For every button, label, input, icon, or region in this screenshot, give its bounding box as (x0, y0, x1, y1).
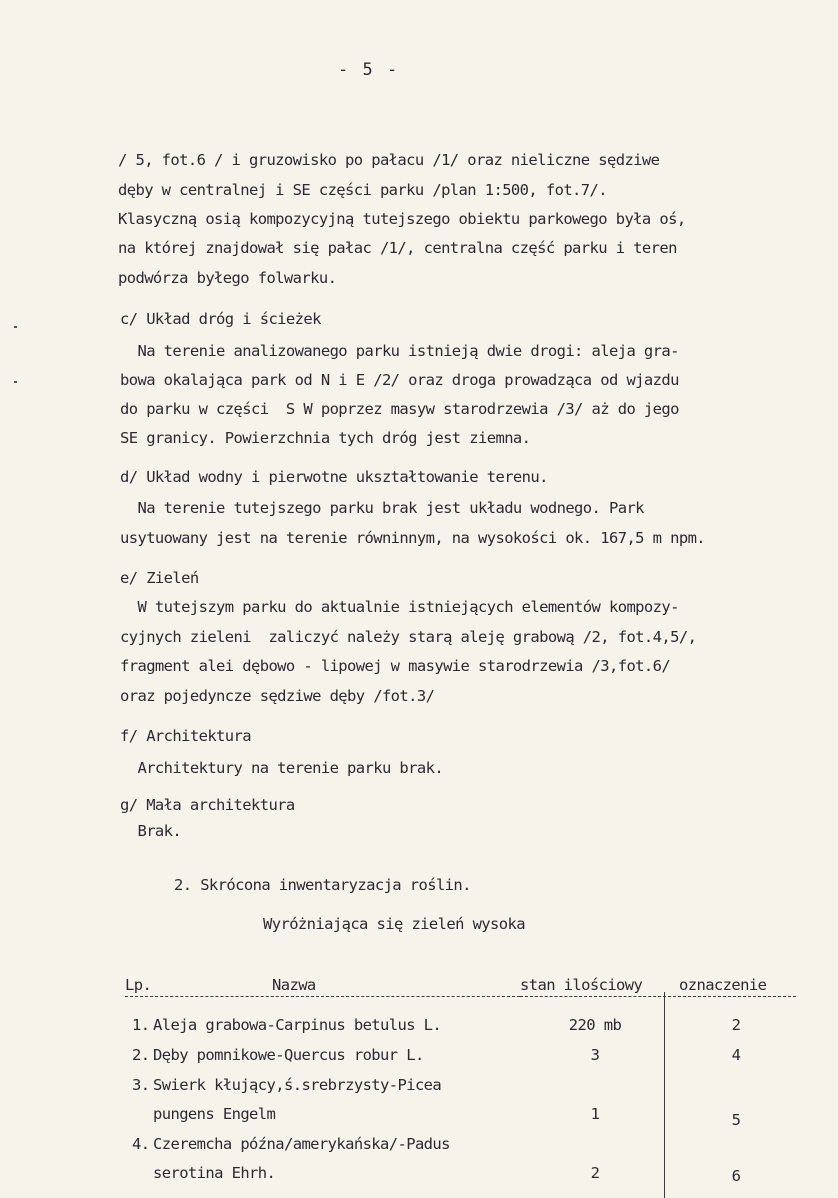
table-cell-marking: 4 (731, 1046, 741, 1064)
margin-speck (14, 326, 17, 328)
section-heading-greenery: e/ Zieleń (120, 569, 199, 587)
intro-line: / 5, fot.6 / i gruzowisko po pałacu /1/ oraz nieliczne sędziwe (118, 151, 660, 169)
section-line: oraz pojedyncze sędziwe dęby /fot.3/ (120, 687, 435, 705)
table-cell-marking: 2 (731, 1016, 741, 1034)
table-header-marking: oznaczenie (679, 976, 767, 994)
table-cell-name: serotina Ehrh. (153, 1164, 276, 1182)
table-cell-marking: 6 (731, 1167, 741, 1185)
table-header-name: Nazwa (272, 976, 316, 994)
table-header-rule (668, 996, 796, 997)
section-line: W tutejszym parku do aktualnie istniejących elementów kompozy- (120, 598, 679, 616)
table-cell-name: Swierk kłujący,ś.srebrzysty-Picea (153, 1076, 442, 1094)
margin-speck (14, 381, 17, 383)
section-heading-roads: c/ Układ dróg i ścieżek (120, 310, 321, 328)
section-line: SE granicy. Powierzchnia tych dróg jest ziemna. (120, 429, 531, 447)
section-heading-small-architecture: g/ Mała architektura (120, 796, 295, 814)
intro-line: podwórza byłego folwarku. (118, 269, 337, 287)
table-cell-name: Dęby pomnikowe-Quercus robur L. (153, 1046, 424, 1064)
table-header-lp: Lp. (125, 976, 152, 994)
table-cell-lp: 4. (132, 1135, 150, 1153)
section-line: do parku w części S W poprzez masyw starodrzewia /3/ aż do jego (120, 400, 679, 418)
section-line: usytuowany jest na terenie równinnym, na wysokości ok. 167,5 m npm. (120, 529, 706, 547)
section-line: bowa okalająca park od N i E /2/ oraz droga prowadząca od wjazdu (120, 371, 679, 389)
table-cell-lp: 3. (132, 1076, 150, 1094)
table-cell-name: Aleja grabowa-Carpinus betulus L. (153, 1016, 442, 1034)
table-cell-lp: 2. (132, 1046, 150, 1064)
table-header-quantity: stan ilościowy (520, 976, 643, 994)
section-line: Brak. (120, 822, 182, 840)
intro-line: Klasyczną osią kompozycyjną tutejszego obiektu parkowego była oś, (118, 210, 686, 228)
table-cell-name: Czeremcha późna/amerykańska/-Padus (153, 1135, 450, 1153)
table-header-rule (520, 996, 666, 997)
table-cell-marking: 5 (731, 1111, 741, 1129)
table-header-rule (125, 996, 520, 997)
section-line: Architektury na terenie parku brak. (120, 759, 444, 777)
intro-line: dęby w centralnej i SE części parku /plan 1:500, fot.7/. (118, 181, 607, 199)
table-cell-quantity: 1 (590, 1105, 600, 1123)
section-line: cyjnych zieleni zaliczyć należy starą aleję grabową /2, fot.4,5/, (120, 628, 697, 646)
table-cell-name: pungens Engelm (153, 1105, 276, 1123)
section-line: Na terenie analizowanego parku istnieją dwie drogi: aleja gra- (120, 342, 679, 360)
table-column-divider (664, 992, 665, 1198)
table-cell-quantity: 2 (590, 1164, 600, 1182)
page-number: - 5 - (338, 60, 400, 80)
table-cell-lp: 1. (132, 1016, 150, 1034)
section-heading-water: d/ Układ wodny i pierwotne ukształtowanie terenu. (120, 468, 548, 486)
section-line: fragment alei dębowo - lipowej w masywie starodrzewia /3,fot.6/ (120, 657, 671, 675)
inventory-heading: 2. Skrócona inwentaryzacja roślin. (174, 876, 471, 894)
section-line: Na terenie tutejszego parku brak jest układu wodnego. Park (120, 499, 644, 517)
table-cell-quantity: 220 mb (568, 1016, 622, 1034)
inventory-subheading: Wyróżniająca się zieleń wysoka (263, 915, 525, 933)
intro-line: na której znajdował się pałac /1/, centralna część parku i teren (118, 239, 677, 257)
table-cell-quantity: 3 (590, 1046, 600, 1064)
section-heading-architecture: f/ Architektura (120, 727, 251, 745)
